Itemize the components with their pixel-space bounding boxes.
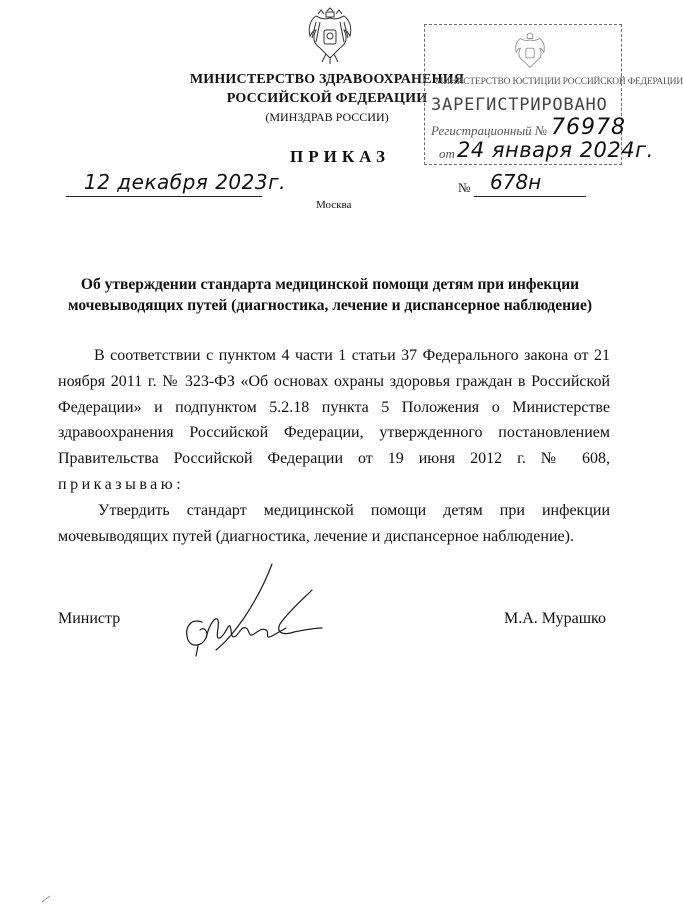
- resolution-paragraph: Утвердить стандарт медицинской помощи детям при инфекции мочевыводящих путей (диагностика, лечение и диспансерное наблюдение).: [58, 502, 610, 545]
- stamp-date-label: от: [439, 146, 455, 161]
- signatory-name: М.А. Мурашко: [504, 610, 606, 627]
- stamp-status: ЗАРЕГИСТРИРОВАНО: [431, 95, 608, 115]
- stamp-organization: МИНИСТЕРСТВО ЮСТИЦИИ РОССИЙСКОЙ ФЕДЕРАЦИИ: [435, 77, 683, 87]
- registration-stamp: [424, 24, 683, 165]
- coat-of-arms-icon: [304, 8, 356, 66]
- order-title: ПРИКАЗ: [290, 147, 390, 166]
- ministry-name-line1: МИНИСТЕРСТВО ЗДРАВООХРАНЕНИЯ: [189, 72, 465, 87]
- heading-line2: мочевыводящих путей (диагностика, лечение и диспансерное наблюдение): [67, 297, 593, 314]
- date-underline: [66, 196, 262, 197]
- order-directive: приказываю:: [58, 475, 185, 493]
- order-date: 12 декабря 2023г.: [84, 170, 286, 194]
- document-heading: [60, 274, 600, 316]
- preamble-paragraph: [58, 343, 610, 498]
- heading-line1: Об утверждении стандарта медицинской помощи детям при инфекции: [80, 276, 580, 293]
- ministry-name-line2: РОССИЙСКОЙ ФЕДЕРАЦИИ: [226, 91, 428, 106]
- order-city: Москва: [316, 199, 352, 211]
- order-number-label: №: [458, 180, 471, 195]
- ministry-short-name: (МИНЗДРАВ РОССИИ): [265, 110, 389, 124]
- preamble-text: В соответствии с пунктом 4 части 1 статьи 37 Федерального закона от 21 ноября 2011 г. № 323-ФЗ «Об основах охраны здоровья граждан в Российской Федерации» и подпунктом 5.2.18 пункта 5 Положения о Министерстве здравоохранения Российской Федерации, утвержденного постановлением Правительства Российской Федерации от 19 июня 2012 г. № 608,: [58, 347, 610, 468]
- signature-icon: [176, 560, 326, 664]
- stamp-registration-number: 76978: [551, 115, 626, 140]
- stray-pen-mark-icon: [40, 890, 60, 904]
- stamp-number-label: Регистрационный №: [431, 123, 548, 138]
- stamp-coat-of-arms-icon: [512, 33, 548, 73]
- stamp-date: 24 января 2024г.: [457, 138, 654, 162]
- signatory-role: Министр: [58, 610, 121, 627]
- number-underline: [474, 196, 586, 197]
- order-number: 678н: [490, 170, 542, 194]
